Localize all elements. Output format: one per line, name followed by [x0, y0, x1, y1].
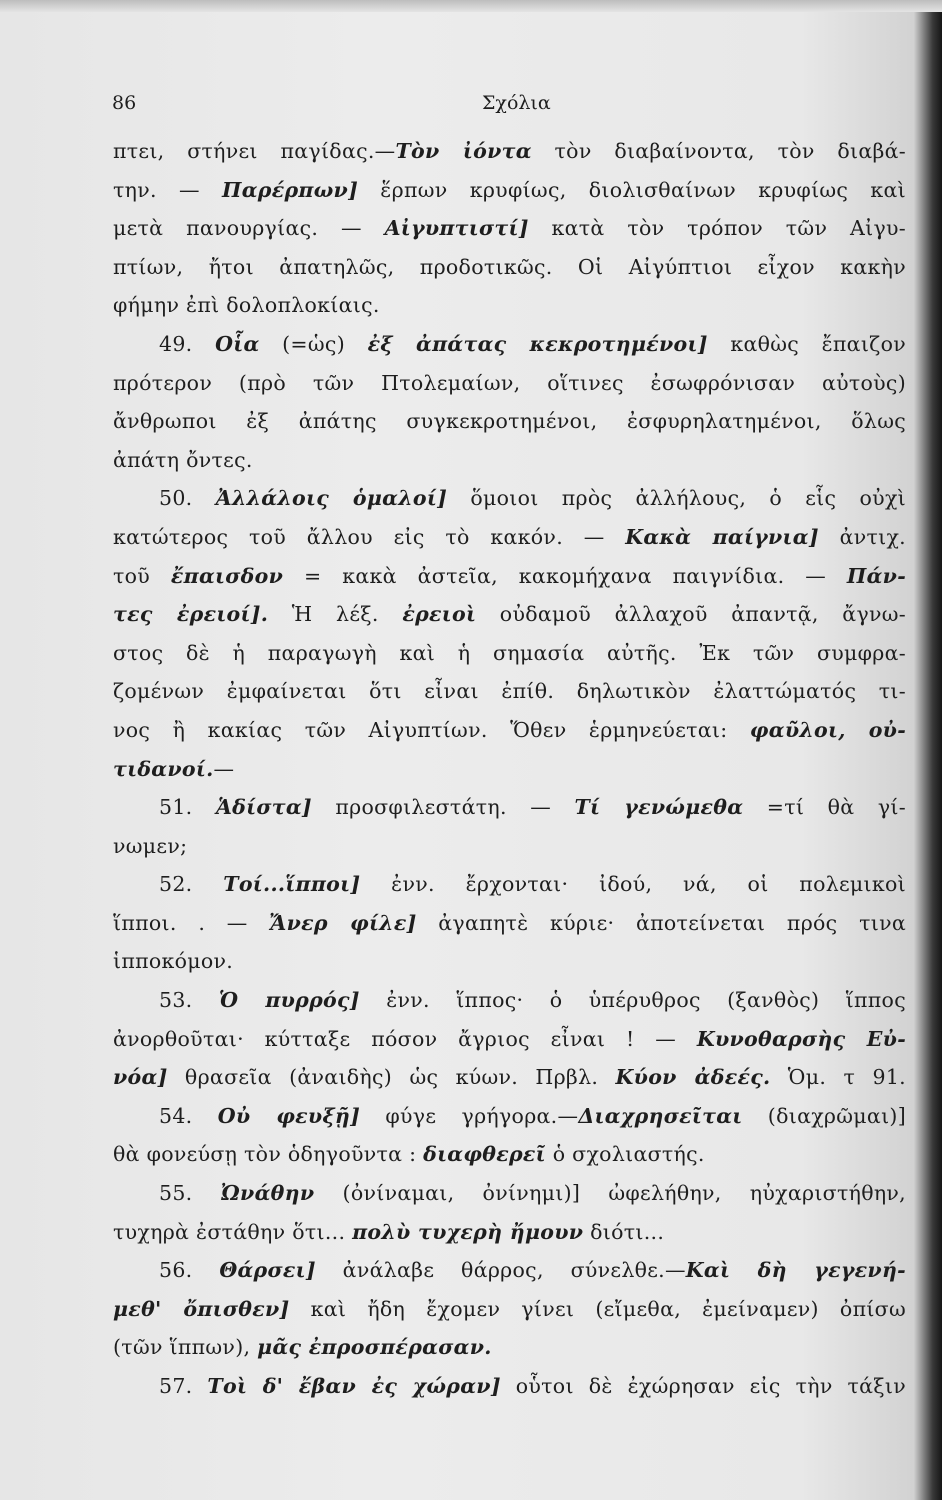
gloss-text: 56. [159, 1258, 220, 1283]
lemma-text: πολὺ τυχερὴ ἤμουν [352, 1219, 584, 1244]
lemma-text: Τοὶ δ' ἔβαν ἐς χώραν] [207, 1374, 501, 1398]
lemma-text: μᾶς ἐπροσπέρασαν. [257, 1335, 492, 1360]
lemma-text: Πάν- [846, 563, 906, 588]
lemma-text: Θάρσει] [219, 1258, 316, 1283]
text-line [113, 634, 906, 673]
text-line [113, 441, 906, 480]
lemma-text: Ἁδίστα] [215, 795, 312, 820]
gloss-text: μετὰ πανουργίας. — [113, 216, 385, 241]
lemma-text: Τὸν ἰόντα [395, 139, 532, 163]
gloss-text: πτει, στήνει παγίδας.— [113, 139, 396, 163]
gloss-text: ἀπάτη ὄντες. [113, 447, 253, 472]
gloss-text: καὶ ἤδη ἔχομεν γίνει (εἴμεθα, ἐμείναμεν) ὀπίσω [289, 1296, 906, 1321]
text-line [113, 904, 906, 943]
text-line [113, 1367, 906, 1406]
gloss-text: διότι... [583, 1219, 665, 1244]
lemma-text: Ὠνάθην [220, 1181, 315, 1206]
lemma-text: Ἀλλάλοις ὁμαλοί] [215, 486, 448, 511]
page-top-edge [0, 0, 942, 12]
page-header [0, 92, 942, 122]
text-line [113, 981, 906, 1020]
lemma-text: διαφθερεῖ [423, 1142, 546, 1167]
text-line [113, 209, 906, 248]
lemma-text: Τί γενώμεθα [574, 795, 744, 820]
lemma-text: Τοί...ἵπποι] [223, 872, 361, 897]
lemma-text: Ὁ πυρρός] [218, 988, 360, 1013]
gloss-text: στος δὲ ἡ παραγωγὴ καὶ ἡ σημασία αὐτῆς. Ἐκ τῶν συμφρα- [113, 640, 906, 665]
text-line [113, 1135, 906, 1174]
commentary-text [113, 132, 906, 1406]
gloss-text: κατὰ τὸν τρόπον τῶν Αἰγυ- [528, 216, 906, 241]
lemma-text: Κυνοθαρσὴς Εὐ- [696, 1026, 906, 1051]
lemma-text: Παρέρπων] [222, 177, 359, 202]
lemma-text: Ἄνερ φίλε] [269, 910, 417, 935]
text-line [113, 942, 906, 981]
text-line [113, 557, 906, 596]
text-line [113, 788, 906, 827]
lemma-text: ἐρειοὶ [402, 602, 477, 627]
gloss-text: Ὁμ. τ 91. [770, 1065, 906, 1090]
text-line [113, 1174, 906, 1213]
gloss-text: 50. [159, 486, 216, 511]
gloss-text: (διαχρῶμαι)] [742, 1103, 906, 1128]
gloss-text: 49. [159, 331, 216, 356]
text-line [113, 711, 906, 750]
gloss-text: την. — [113, 177, 223, 202]
text-line [113, 1290, 906, 1329]
gloss-text: ἀνορθοῦται· κύτταξε πόσον ἄγριος εἶναι ! — [113, 1026, 697, 1051]
gloss-text: 57. [159, 1374, 208, 1398]
text-line [113, 364, 906, 403]
text-line [113, 479, 906, 518]
text-line [113, 1097, 906, 1136]
lemma-text: Αἰγυπτιστί] [384, 216, 529, 241]
gloss-text: 52. [159, 872, 224, 897]
gloss-text: ἐνν. ἔρχονται· ἰδού, νά, οἱ πολεμικοὶ [360, 872, 906, 897]
lemma-text: φαῦλοι, οὐ- [749, 717, 906, 742]
gloss-text: θρασεῖα (ἀναιδὴς) ὡς κύων. Πρβλ. [167, 1065, 616, 1090]
gloss-text: =τί θὰ γί- [743, 795, 906, 820]
text-line [113, 1251, 906, 1290]
gloss-text: προσφιλεστάτη. — [311, 795, 575, 820]
lemma-text: ἐξ ἀπάτας κεκροτημένοι] [367, 331, 708, 356]
gloss-text: οὐδαμοῦ ἀλλαχοῦ ἀπαντᾷ, ἄγνω- [476, 602, 906, 627]
gloss-text: νος ἢ κακίας τῶν Αἰγυπτίων. Ὅθεν ἑρμηνεύεται: [113, 717, 750, 742]
gloss-text: τοῦ [113, 563, 171, 588]
text-line [113, 132, 906, 171]
text-line [113, 325, 906, 364]
text-line [113, 595, 906, 634]
gloss-text: (=ὡς) [259, 331, 368, 356]
gloss-text: — [213, 756, 235, 781]
gloss-text: φύγε γρήγορα.— [360, 1103, 579, 1128]
gloss-text: τυχηρὰ ἐστάθην ὅτι... [113, 1219, 353, 1244]
lemma-text: νόα] [113, 1065, 168, 1090]
text-line [113, 286, 906, 325]
running-title: Σχόλια [482, 92, 551, 114]
lemma-text: Οἷα [215, 331, 260, 356]
gloss-text: οὗτοι δὲ ἐχώρησαν εἰς τὴν τάξιν [500, 1374, 906, 1398]
text-line [113, 750, 906, 789]
lemma-text: τες ἐρειοί]. [113, 602, 269, 627]
gloss-text: 51. [159, 795, 216, 820]
text-line [113, 827, 906, 866]
gloss-text: ἀγαπητὲ κύριε· ἀποτείνεται πρός τινα [416, 910, 906, 935]
gloss-text: 53. [159, 988, 219, 1013]
gloss-text: 55. [159, 1181, 221, 1206]
text-line [113, 865, 906, 904]
gloss-text: ἱπποκόμον. [113, 949, 234, 974]
text-line [113, 402, 906, 441]
gloss-text: = κακὰ ἀστεῖα, κακομήχανα παιγνίδια. — [283, 563, 847, 588]
lemma-text: Κύον ἀδεές. [615, 1065, 771, 1090]
gloss-text: (ὀνίναμαι, ὀνίνημι)] ὠφελήθην, ηὐχαριστήθην, [314, 1181, 906, 1206]
gloss-text: πτίων, ἤτοι ἀπατηλῶς, προδοτικῶς. Οἱ Αἰγύπτιοι εἶχον κακὴν [113, 254, 906, 279]
gloss-text: τὸν διαβαίνοντα, τὸν διαβά- [531, 139, 906, 163]
gloss-text: καθὼς ἔπαιζον [707, 331, 906, 356]
lemma-text: μεθ' ὄπισθεν] [113, 1296, 290, 1321]
gloss-text: ἵπποι. . — [113, 910, 270, 935]
gloss-text: κατώτερος τοῦ ἄλλου εἰς τὸ κακόν. — [113, 524, 626, 549]
text-line [113, 672, 906, 711]
gloss-text: Ἡ λέξ. [268, 602, 403, 627]
gloss-text: (τῶν ἵππων), [113, 1335, 258, 1360]
gloss-text: ἀντιχ. [818, 524, 906, 549]
text-line [113, 1328, 906, 1367]
gloss-text: ἕρπων κρυφίως, διολισθαίνων κρυφίως καὶ [358, 177, 906, 202]
text-line [113, 1213, 906, 1252]
gloss-text: ἐνν. ἵππος· ὁ ὑπέρυθρος (ξανθὸς) ἵππος [359, 988, 906, 1013]
gloss-text: φήμην ἐπὶ δολοπλοκίαις. [113, 293, 380, 318]
gloss-text: νωμεν; [113, 833, 188, 858]
gloss-text: ἄνθρωποι ἐξ ἀπάτης συγκεκροτημένοι, ἐσφυρηλατημένοι, ὅλως [113, 409, 906, 434]
text-line [113, 1058, 906, 1097]
gloss-text: ζομένων ἐμφαίνεται ὅτι εἶναι ἐπίθ. δηλωτικὸν ἐλαττώματός τι- [113, 679, 906, 704]
gloss-text: ἀνάλαβε θάρρος, σύνελθε.— [315, 1258, 686, 1283]
page-number: 86 [112, 92, 137, 114]
gloss-text: ὅμοιοι πρὸς ἀλλήλους, ὁ εἷς οὐχὶ [447, 486, 906, 511]
lemma-text: Καὶ δὴ γεγενή- [685, 1258, 906, 1283]
lemma-text: ἔπαισδον [170, 563, 284, 588]
gloss-text: 54. [159, 1103, 218, 1128]
text-line [113, 1020, 906, 1059]
lemma-text: Οὐ φευξῇ] [217, 1103, 361, 1128]
gloss-text: θὰ φονεύσῃ τὸν ὁδηγοῦντα : [113, 1142, 424, 1167]
lemma-text: Διαχρησεῖται [578, 1103, 743, 1128]
text-line [113, 171, 906, 210]
lemma-text: τιδανοί. [113, 756, 214, 781]
text-line [113, 248, 906, 287]
gloss-text: ὁ σχολιαστής. [545, 1142, 705, 1167]
lemma-text: Κακὰ παίγνια] [625, 524, 819, 549]
gloss-text: πρότερον (πρὸ τῶν Πτολεμαίων, οἵτινες ἐσωφρόνισαν αὐτοὺς) [113, 370, 906, 395]
text-line [113, 518, 906, 557]
